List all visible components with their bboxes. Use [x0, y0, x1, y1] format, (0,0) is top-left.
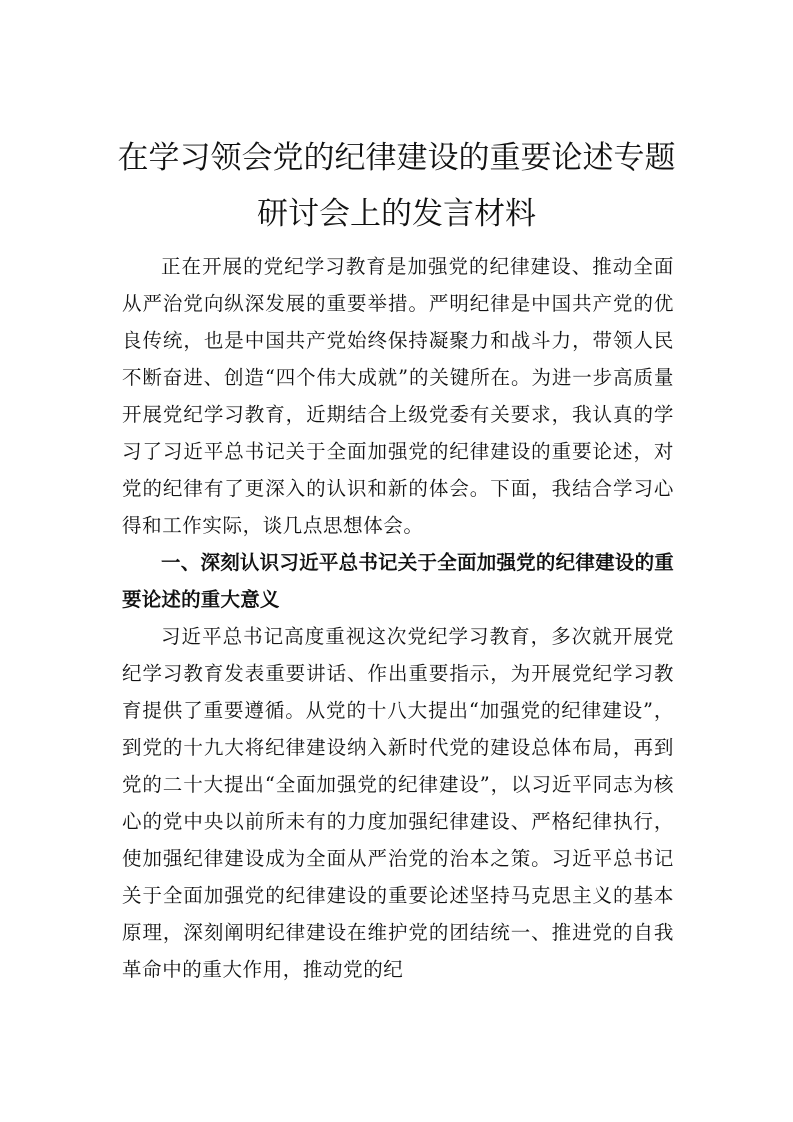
document-title-line-1: 在学习领会党的纪律建设的重要论述专题: [117, 140, 676, 176]
document-title-line-2: 研讨会上的发言材料: [257, 196, 536, 232]
section-heading-1: 一、深刻认识习近平总书记关于全面加强党的纪律建设的重要论述的重大意义: [122, 551, 674, 611]
paragraph-section-1: 习近平总书记高度重视这次党纪学习教育，多次就开展党纪学习教育发表重要讲话、作出重要指示，为开展党纪学习教育提供了重要遵循。从党的十八大提出“加强党的纪律建设”，到党的十九大将纪律建设纳入新时代党的建设总体布局，再到党的二十大提出“全面加强党的纪律建设”，以习近平同志为核心的党中央以前所未有的力度加强纪律建设、严格纪律执行，使加强纪律建设成为全面从严治党的治本之策。习近平总书记关于全面加强党的纪律建设的重要论述坚持马克思主义的基本原理，深刻阐明纪律建设在维护党的团结统一、推进党的自我革命中的重大作用，推动党的纪: [122, 625, 674, 981]
paragraph-intro: 正在开展的党纪学习教育是加强党的纪律建设、推动全面从严治党向纵深发展的重要举措。严明纪律是中国共产党的优良传统，也是中国共产党始终保持凝聚力和战斗力，带领人民不断奋进、创造“四个伟大成就”的关键所在。为进一步高质量开展党纪学习教育，近期结合上级党委有关要求，我认真的学习了习近平总书记关于全面加强党的纪律建设的重要论述，对党的纪律有了更深入的认识和新的体会。下面，我结合学习心得和工作实际，谈几点思想体会。: [122, 255, 674, 537]
